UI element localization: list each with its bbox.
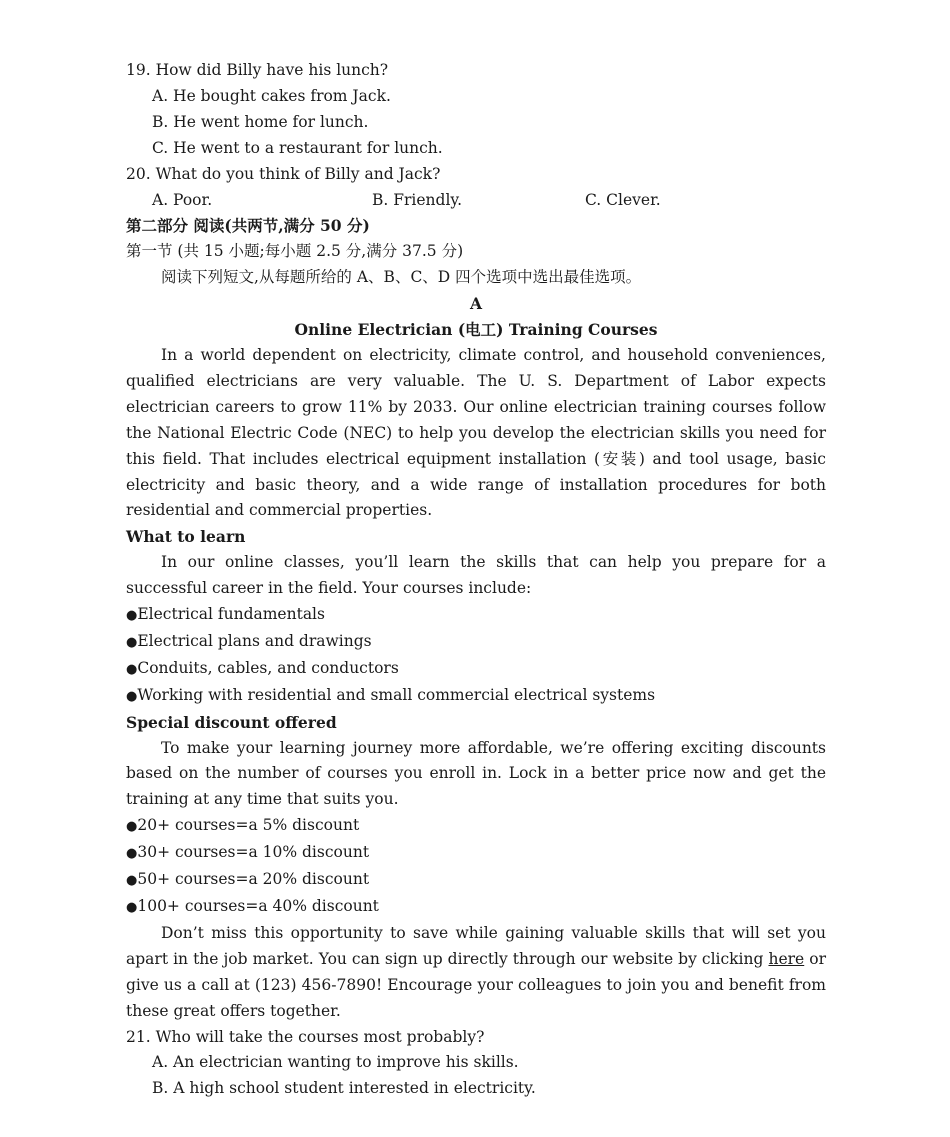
bullet-icon: ● (126, 688, 138, 704)
closing-paragraph: Don’t miss this opportunity to save while gaining valuable skills that will set you apart in the job market. You can sign up directly through our website by clicking here or give us a call at (123) 456-7890! Encourage your colleagues to join you and benefit from these great offers together. (126, 923, 827, 1020)
list-item: ●Working with residential and small commercial electrical systems (126, 685, 656, 704)
signup-link[interactable]: here (768, 949, 805, 968)
section-heading-discount: Special discount offered (126, 712, 337, 732)
passage-title: Online Electrician (电工) Training Courses (294, 320, 658, 340)
bullet-icon: ● (126, 661, 138, 677)
list-item: ●30+ courses=a 10% discount (126, 843, 370, 862)
question-20-options (126, 188, 826, 214)
part-two-title: 第二部分 阅读(共两节,满分 50 分) (126, 216, 370, 236)
passage-intro: In a world dependent on electricity, climate control, and household conveniences, qualified electricians are very valuable. The U. S. Department of Labor expects electrician careers to grow 11% by 2033. Our online electrician training courses follow the National Electric Code (NEC) to help you develop the electrician skills you need for this field. That includes electrical equipment installation (安装) and tool usage, basic electricity and basic theory, and a wide range of installation procedures for both residential and commercial properties. (126, 345, 826, 520)
question-20-option-c: C. Clever. (585, 190, 661, 209)
question-20-stem: 20. What do you think of Billy and Jack? (126, 164, 441, 183)
question-19-stem: 19. How did Billy have his lunch? (126, 61, 389, 79)
bullet-icon: ● (126, 873, 138, 889)
bullet-icon: ● (126, 634, 138, 650)
bullet-icon: ● (126, 900, 138, 915)
reading-instruction: 阅读下列短文,从每题所给的 A、B、C、D 四个选项中选出最佳选项。 (161, 268, 642, 287)
bullet-icon: ● (126, 846, 138, 862)
list-item: ●100+ courses=a 40% discount (126, 897, 379, 915)
learn-paragraph: In our online classes, you’ll learn the skills that can help you prepare for a successful career in the field. Your courses include: (126, 553, 826, 598)
discount-paragraph: To make your learning journey more affordable, we’re offering exciting discounts based on the number of courses you enroll in. Lock in a better price now and get the training at any time that suits you. (126, 738, 826, 809)
question-19-option-a: A. He bought cakes from Jack. (152, 86, 391, 105)
question-21-option-a: A. An electrician wanting to improve his skills. (152, 1053, 519, 1072)
list-item: ●Electrical fundamentals (126, 605, 325, 624)
bullet-icon: ● (126, 608, 138, 624)
question-19-option-b: B. He went home for lunch. (152, 112, 369, 131)
bullet-icon: ● (126, 819, 138, 835)
list-item: ●Conduits, cables, and conductors (126, 658, 399, 677)
question-19-option-c: C. He went to a restaurant for lunch. (152, 138, 443, 157)
page-content (126, 58, 827, 1098)
list-item: ●Electrical plans and drawings (126, 631, 372, 650)
question-20-option-b: B. Friendly. (372, 190, 463, 209)
question-21-option-b: B. A high school student interested in electricity. (152, 1079, 536, 1098)
question-21-stem: 21. Who will take the courses most probably? (126, 1027, 485, 1046)
question-20-option-a: A. Poor. (152, 190, 213, 209)
passage-letter: A (469, 294, 483, 314)
section-one-title: 第一节 (共 15 小题;每小题 2.5 分,满分 37.5 分) (126, 242, 464, 261)
section-heading-learn: What to learn (126, 527, 246, 547)
list-item: ●20+ courses=a 5% discount (126, 816, 360, 835)
list-item: ●50+ courses=a 20% discount (126, 870, 370, 889)
